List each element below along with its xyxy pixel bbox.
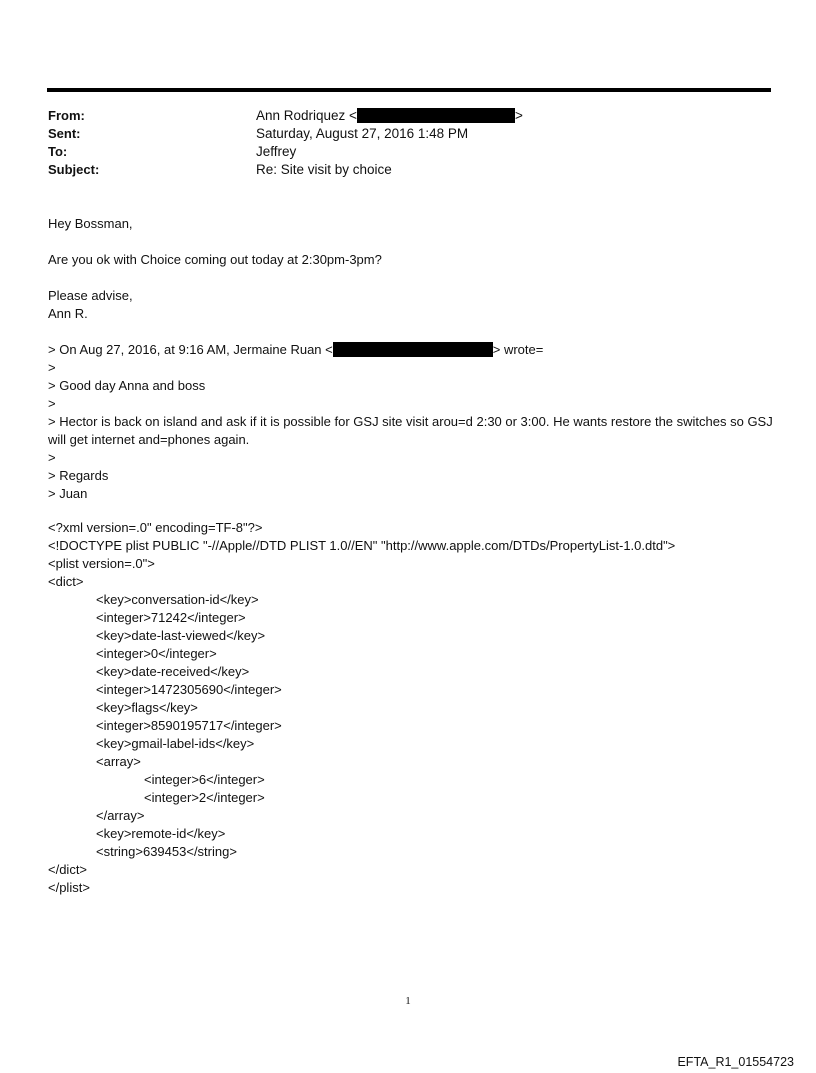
redaction-box: [357, 108, 515, 123]
quote-paragraph: > Hector is back on island and ask if it is possible for GSJ site visit arou=d 2:30 or 3:00. He wants restore the switches so GSJ will get internet and=phones again.: [48, 414, 773, 447]
to-value: Jeffrey: [256, 144, 297, 159]
quote-intro: [48, 341, 778, 359]
xml-line: <integer>6</integer>: [144, 772, 265, 787]
subject-label: Subject:: [48, 162, 100, 177]
xml-line: <integer>8590195717</integer>: [96, 718, 282, 733]
question: Are you ok with Choice coming out today at 2:30pm-3pm?: [48, 252, 382, 267]
email-header: [48, 107, 748, 179]
signature: Ann R.: [48, 306, 88, 321]
xml-line: </plist>: [48, 880, 90, 895]
quote-regards: > Regards: [48, 468, 109, 483]
xml-line: <integer>0</integer>: [96, 646, 217, 661]
header-rule: [47, 88, 771, 92]
xml-line: <array>: [96, 754, 141, 769]
xml-line: <?xml version=.0" encoding=TF-8"?>: [48, 520, 263, 535]
from-value: [256, 107, 523, 125]
quote-blank: >: [48, 396, 56, 411]
sent-value: Saturday, August 27, 2016 1:48 PM: [256, 126, 469, 141]
from-close: >: [514, 108, 523, 123]
quote-blank: >: [48, 450, 56, 465]
xml-line: </array>: [96, 808, 145, 823]
quote-name: > Juan: [48, 486, 88, 501]
xml-line: <integer>1472305690</integer>: [96, 682, 282, 697]
xml-line: <integer>71242</integer>: [96, 610, 246, 625]
xml-line: <string>639453</string>: [96, 844, 237, 859]
plist-block: [48, 519, 778, 897]
subject-row: [48, 161, 748, 179]
subject-value: Re: Site visit by choice: [256, 162, 392, 177]
xml-line: <key>gmail-label-ids</key>: [96, 736, 255, 751]
greeting: Hey Bossman,: [48, 216, 133, 231]
xml-line: <integer>2</integer>: [144, 790, 265, 805]
quote-intro-text: > On Aug 27, 2016, at 9:16 AM, Jermaine Ruan <: [48, 342, 333, 357]
xml-line: </dict>: [48, 862, 88, 877]
quote-greeting: > Good day Anna and boss: [48, 378, 206, 393]
xml-line: <key>date-last-viewed</key>: [96, 628, 266, 643]
to-row: [48, 143, 748, 161]
to-label: To:: [48, 144, 68, 159]
document-id-stamp: EFTA_R1_01554723: [677, 1055, 794, 1069]
xml-line: <key>conversation-id</key>: [96, 592, 259, 607]
from-name: Ann Rodriquez <: [256, 108, 357, 123]
sent-row: [48, 125, 748, 143]
xml-line: <key>remote-id</key>: [96, 826, 226, 841]
sent-label: Sent:: [48, 126, 81, 141]
xml-line: <!DOCTYPE plist PUBLIC "-//Apple//DTD PLIST 1.0//EN" "http://www.apple.com/DTDs/PropertyList-1.0.dtd">: [48, 538, 676, 553]
quote-blank: >: [48, 360, 56, 375]
from-label: From:: [48, 108, 85, 123]
email-body: [48, 215, 778, 503]
signoff: Please advise,: [48, 288, 133, 303]
xml-line: <dict>: [48, 574, 84, 589]
from-row: [48, 107, 748, 125]
redaction-box: [333, 342, 493, 357]
page-number: 1: [405, 995, 411, 1007]
xml-line: <plist version=.0">: [48, 556, 155, 571]
quote-intro-end: > wrote=: [492, 342, 544, 357]
xml-line: <key>date-received</key>: [96, 664, 250, 679]
xml-line: <key>flags</key>: [96, 700, 198, 715]
